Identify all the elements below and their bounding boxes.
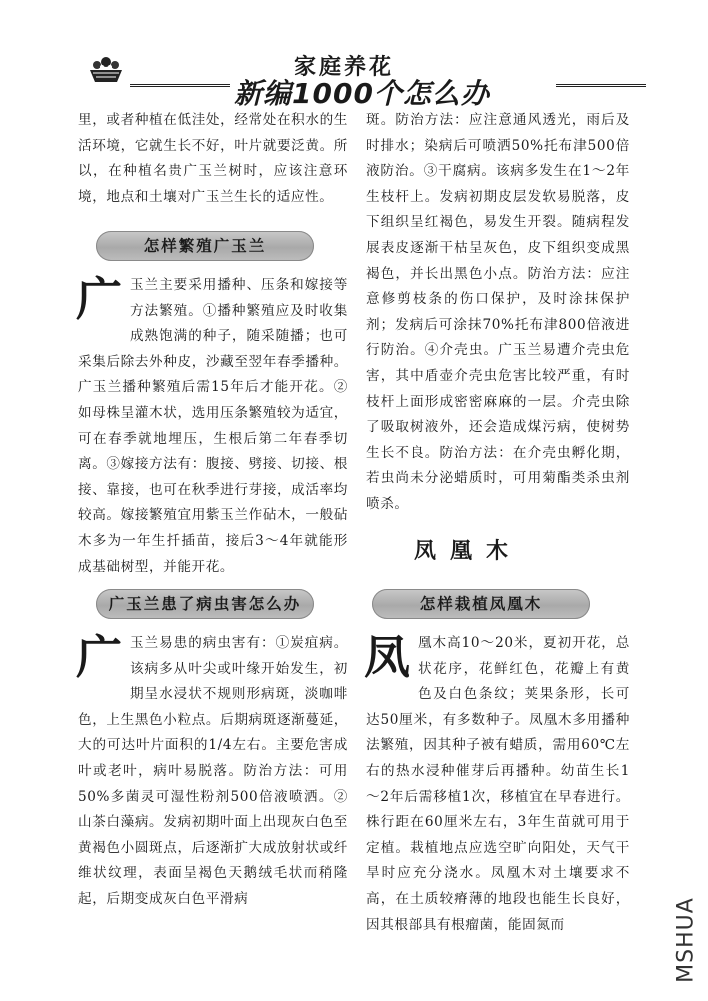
watermark	[672, 886, 700, 994]
page-header	[86, 50, 646, 108]
intro-paragraph: 里，或者种植在低洼处，经常处在积水的生活环境，它就生长不好，叶片就要泛黄。所以，在种植名贵广玉兰树时，应该注意环境，地点和土壤对广玉兰生长的适应性。	[78, 112, 348, 205]
q1-dropcap: 广	[76, 272, 123, 326]
header-subtitle: 家庭养花	[294, 54, 395, 80]
q2-dropcap: 广	[76, 630, 123, 684]
continuation-paragraph: 斑。防治方法：应注意通风透光，雨后及时排水；染病后可喷洒50%托布津500倍液防治。③干腐病。该病多发生在1～2年生枝杆上。发病初期皮层发软易脱落，皮下组织呈红褐色，易发生开裂。随病程发展表皮逐渐干枯呈灰色，皮下组织变成黑褐色，并长出黑色小点。防治方法：应注意修剪枝条的伤口保护，及时涂抹保护剂；发病后可涂抹70%托布津800倍液进行防治。④介壳虫。广玉兰易遭介壳虫危害，其中盾壶介壳虫危害比较严重，有时枝杆上面形成密密麻麻的一层。介壳虫除了吸取树液外，还会造成煤污病，使树势生长不良。防治方法：在介壳虫孵化期，若虫尚未分泌蜡质时，可用菊酯类杀虫剂喷杀。	[366, 112, 630, 512]
header-rule-right	[556, 84, 646, 87]
q1-body: 玉兰主要采用播种、压条和嫁接等方法繁殖。①播种繁殖应及时收集成熟饱满的种子，随采随播；也可采集后除去外种皮，沙藏至翌年春季播种。广玉兰播种繁殖后需15年后才能开花。②如母株呈灌木状，选用压条繁殖较为适宜，可在春季就地埋压，生根后第二年春季切离。③嫁接方法有：腹接、劈接、切接、根接、靠接，也可在秋季进行芽接，成活率均较高。嫁接繁殖宜用紫玉兰作砧木，一般砧木多为一年生扦插苗，接后3～4年就能形成基础树型，并能开花。	[78, 277, 348, 575]
q2-title-banner: 广玉兰患了病虫害怎么办	[96, 589, 314, 619]
q2-article	[78, 631, 348, 913]
right-continuation	[366, 108, 630, 518]
flower-basket-icon	[86, 56, 126, 84]
watermark-text: MSHUA	[673, 897, 699, 983]
q3-title-banner: 怎样栽植凤凰木	[372, 589, 590, 619]
q3-dropcap: 凤	[364, 630, 411, 684]
left-intro	[78, 108, 348, 210]
q1-article	[78, 273, 348, 580]
q3-body: 凰木高10～20米，夏初开花，总状花序，花鲜红色，花瓣上有黄色及白色条纹；荚果条形，长可达50厘米，有多数种子。凤凰木多用播种法繁殖，因其种子被有蜡质，需用60℃左右的热水浸种催芽后再播种。幼苗生长1～2年后需移植1次，移植宜在早春进行。株行距在60厘米左右，3年生苗就可用于定植。栽植地点应选空旷向阳处，天气干旱时应充分浇水。凤凰木对土壤要求不高，在土质较瘠薄的地段也能生长良好，因其根部具有根瘤菌，能固氮而	[366, 635, 630, 933]
header-rule-left	[130, 84, 230, 87]
q2-body: 玉兰易患的病虫害有：①炭疽病。该病多从叶尖或叶缘开始发生，初期呈水浸状不规则形病斑，淡咖啡色，上生黑色小粒点。后期病斑逐渐蔓延，大的可达叶片面积的1/4左右。主要危害成叶或老叶，病叶易脱落。防治方法：可用50%多菌灵可湿性粉剂500倍液喷洒。②山茶白藻病。发病初期叶面上出现灰白色至黄褐色小圆斑点，后逐渐扩大成放射状或纤维状纹理，表面呈褐色天鹅绒毛状而稍隆起，后期变成灰白色平滑病	[78, 635, 348, 907]
header-title: 新编1000个怎么办	[234, 77, 490, 110]
section-title: 凤凰木	[414, 538, 523, 564]
q3-article	[366, 631, 630, 938]
q1-title-banner: 怎样繁殖广玉兰	[96, 231, 314, 261]
